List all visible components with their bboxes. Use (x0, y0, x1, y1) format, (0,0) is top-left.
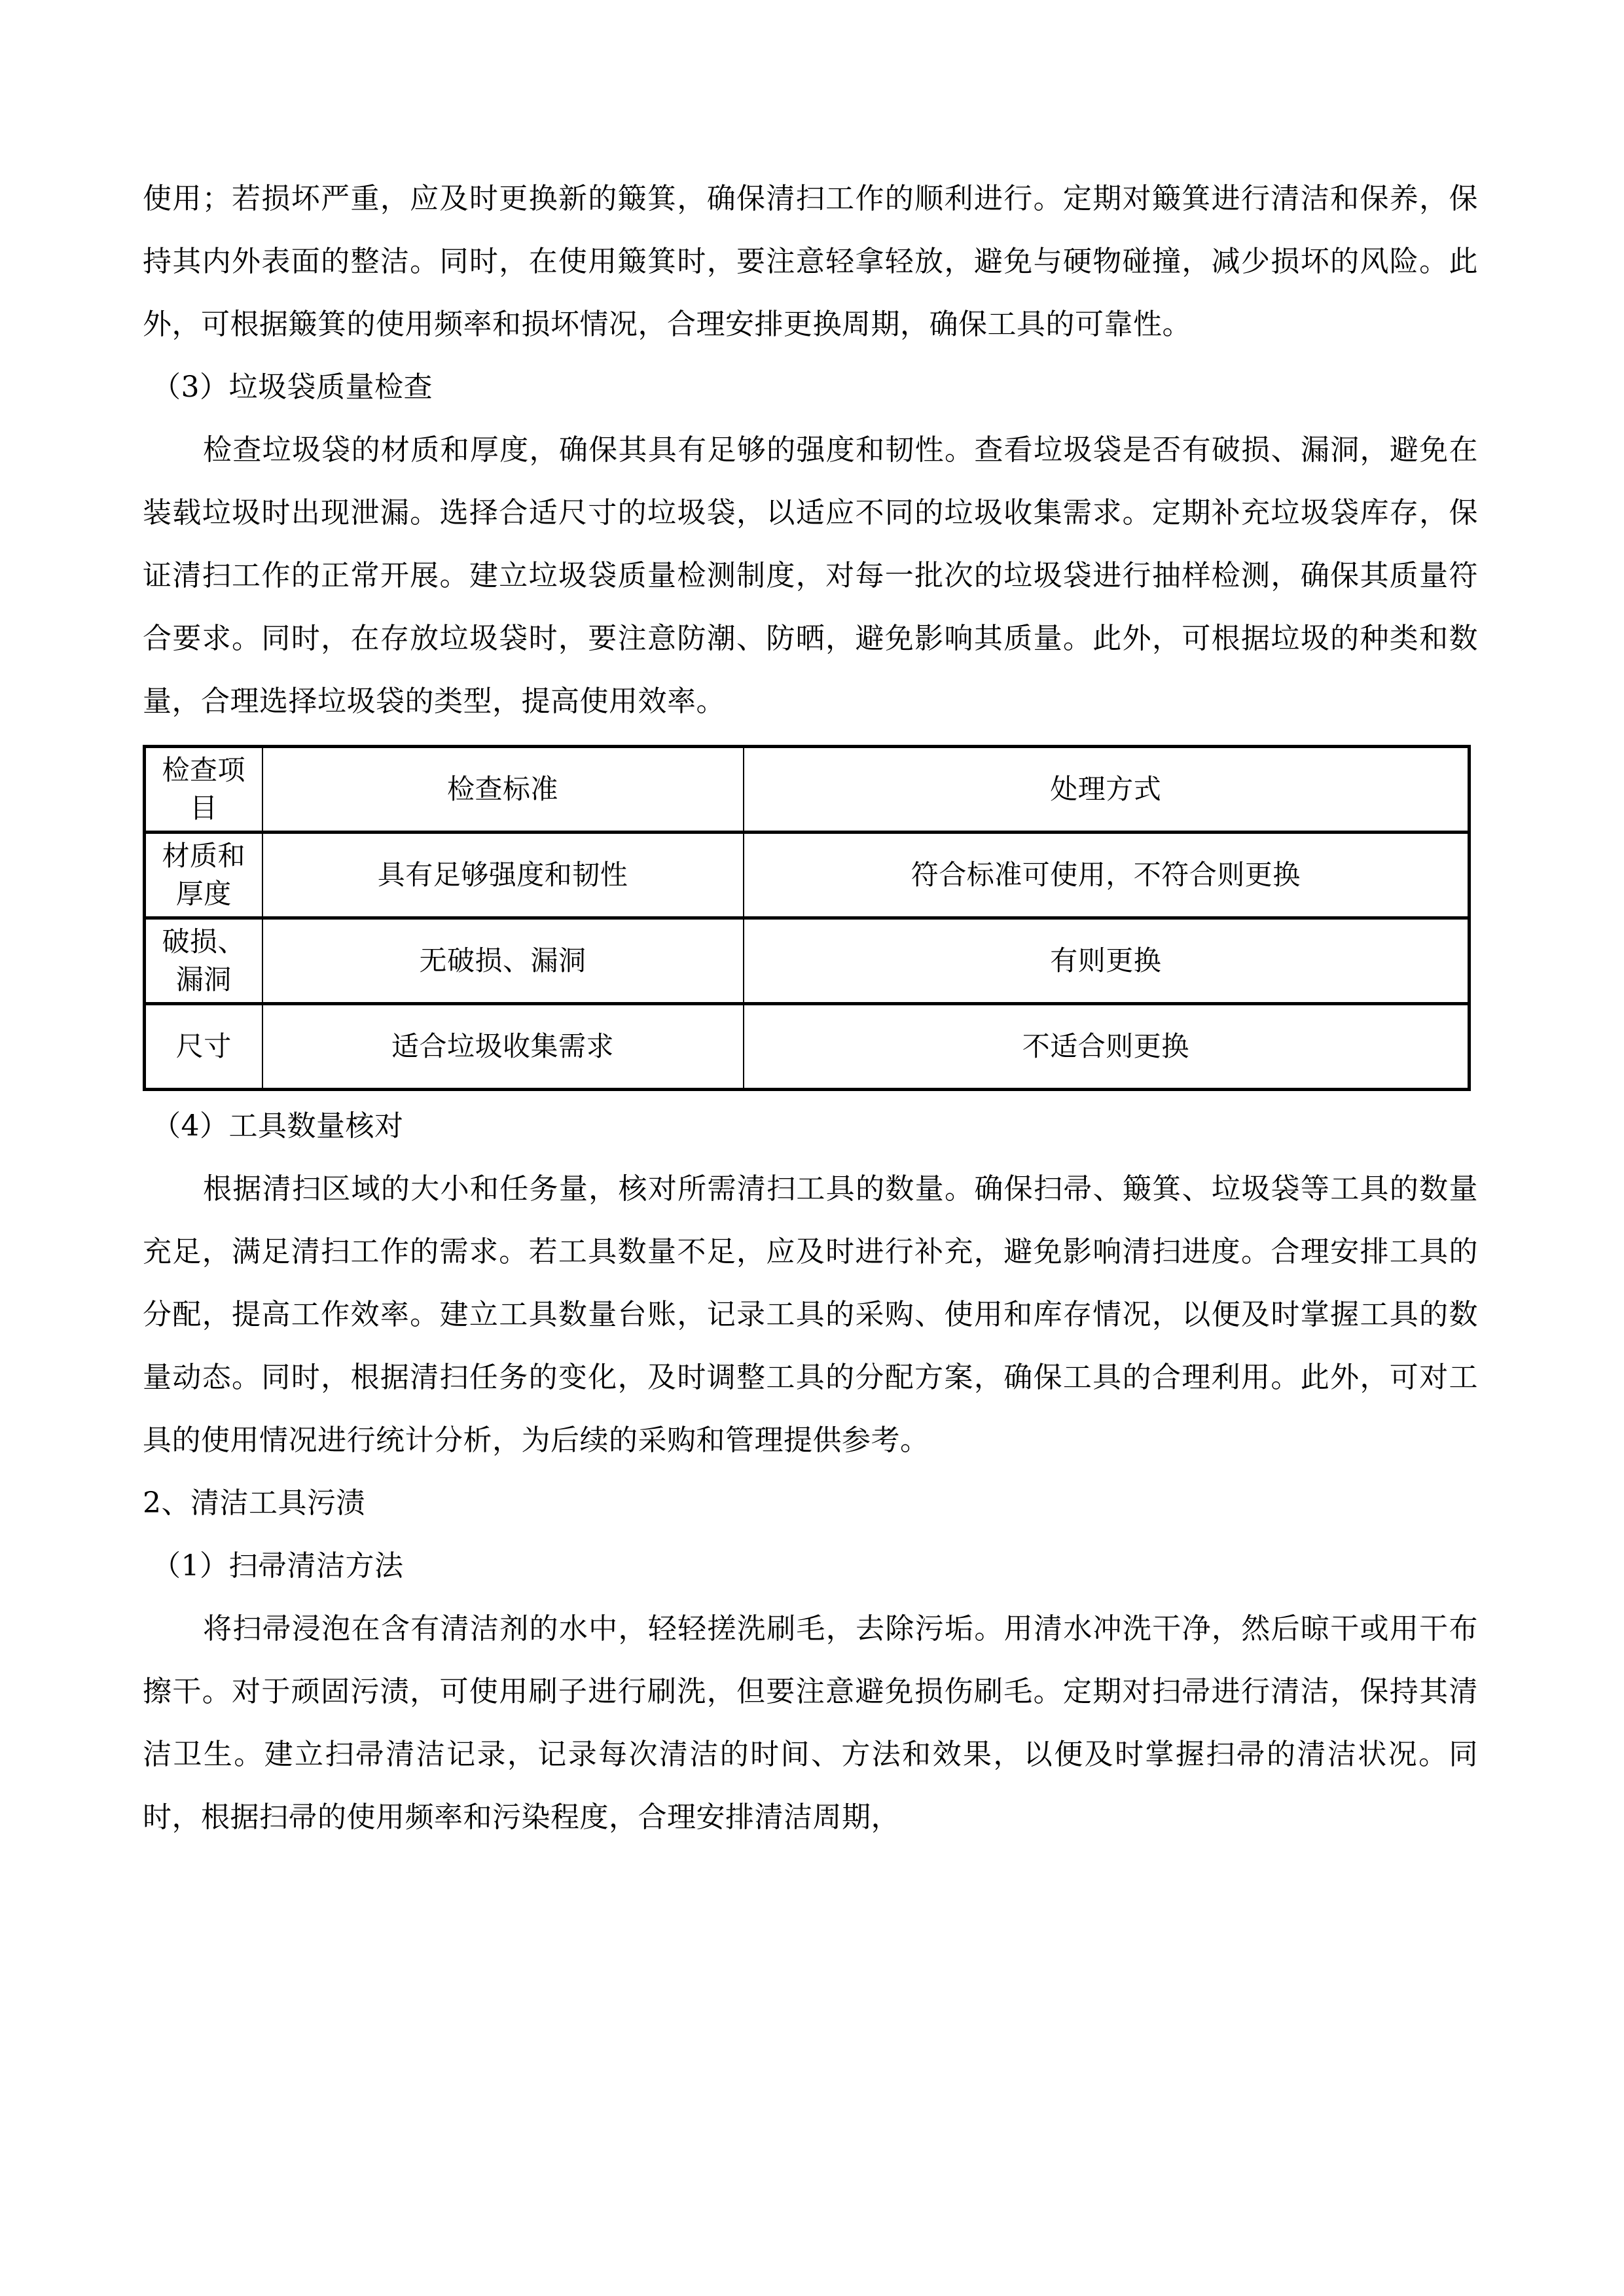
table-header-cell-standard (262, 747, 744, 833)
table-cell-text-standard: 适合垃圾收集需求 (391, 1030, 614, 1062)
table-cell-standard (262, 918, 744, 1004)
table-row (145, 1004, 1470, 1090)
table-header-cell-action (744, 747, 1470, 833)
document-body (143, 168, 1478, 1849)
paragraph-broom-cleaning-method: 将扫帚浸泡在含有清洁剂的水中，轻轻搓洗刷毛，去除污垢。用清水冲洗干净，然后晾干或用干布擦干。对于顽固污渍，可使用刷子进行刷洗，但要注意避免损伤刷毛。定期对扫帚进行清洁，保持其清洁卫生。建立扫帚清洁记录，记录每次清洁的时间、方法和效果，以便及时掌握扫帚的清洁状况。同时，根据扫帚的使用频率和污染程度，合理安排清洁周期， (143, 1612, 1478, 1834)
paragraph-tool-quantity-check: 根据清扫区域的大小和任务量，核对所需清扫工具的数量。确保扫帚、簸箕、垃圾袋等工具的数量充足，满足清扫工作的需求。若工具数量不足，应及时进行补充，避免影响清扫进度。合理安排工具的分配，提高工作效率。建立工具数量台账，记录工具的采购、使用和库存情况，以便及时掌握工具的数量动态。同时，根据清扫任务的变化，及时调整工具的分配方案，确保工具的合理利用。此外，可对工具的使用情况进行统计分析，为后续的采购和管理提供参考。 (143, 1172, 1478, 1457)
table-garbage-bag-inspection-wrapper (143, 745, 1468, 1091)
heading-2-clean-tool-stains: 2、清洁工具污渍 (143, 1486, 365, 1520)
table-cell-standard (262, 1004, 744, 1090)
table-header-text-item: 检查项目 (162, 754, 245, 824)
table-cell-item (145, 1004, 262, 1090)
table-cell-text-item: 尺寸 (175, 1030, 232, 1062)
table-header-row (145, 747, 1470, 833)
paragraph-garbage-bag-quality-check: 检查垃圾袋的材质和厚度，确保其具有足够的强度和韧性。查看垃圾袋是否有破损、漏洞，避免在装载垃圾时出现泄漏。选择合适尺寸的垃圾袋，以适应不同的垃圾收集需求。定期补充垃圾袋库存，保证清扫工作的正常开展。建立垃圾袋质量检测制度，对每一批次的垃圾袋进行抽样检测，确保其质量符合要求。同时，在存放垃圾袋时，要注意防潮、防晒，避免影响其质量。此外，可根据垃圾的种类和数量，合理选择垃圾袋的类型，提高使用效率。 (143, 433, 1478, 718)
table-cell-text-item: 材质和厚度 (162, 840, 245, 910)
table-cell-item (145, 918, 262, 1004)
table-header-text-standard: 检查标准 (446, 773, 558, 805)
table-cell-text-item: 破损、漏洞 (162, 925, 245, 996)
table-cell-action (744, 1004, 1470, 1090)
table-header-text-action: 处理方式 (1050, 773, 1162, 805)
table-row (145, 918, 1470, 1004)
table-cell-standard (262, 833, 744, 918)
paragraph-broom-dustpan-maintenance: 使用；若损坏严重，应及时更换新的簸箕，确保清扫工作的顺利进行。定期对簸箕进行清洁和保养，保持其内外表面的整洁。同时，在使用簸箕时，要注意轻拿轻放，避免与硬物碰撞，减少损坏的风险。此外，可根据簸箕的使用频率和损坏情况，合理安排更换周期，确保工具的可靠性。 (143, 182, 1478, 341)
table-garbage-bag-inspection (143, 745, 1471, 1091)
table-cell-text-action: 有则更换 (1050, 944, 1162, 977)
table-cell-text-action: 符合标准可使用，不符合则更换 (911, 859, 1301, 891)
table-cell-text-action: 不适合则更换 (1022, 1030, 1189, 1062)
table-cell-action (744, 833, 1470, 918)
table-cell-text-standard: 具有足够强度和韧性 (377, 859, 628, 891)
heading-4-tool-quantity-check: （4）工具数量核对 (152, 1109, 404, 1143)
table-cell-text-standard: 无破损、漏洞 (419, 944, 586, 977)
table-cell-item (145, 833, 262, 918)
heading-1-broom-cleaning-method: （1）扫帚清洁方法 (152, 1549, 404, 1583)
table-row (145, 833, 1470, 918)
table-header-cell-item (145, 747, 262, 833)
table-cell-action (744, 918, 1470, 1004)
heading-3-garbage-bag-quality-check: （3）垃圾袋质量检查 (152, 370, 433, 404)
